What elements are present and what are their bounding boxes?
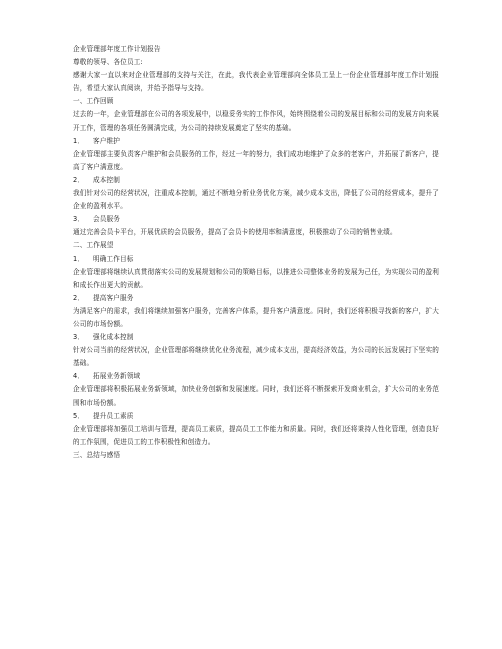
outlook-item-title: 提高客户服务 (93, 293, 134, 302)
outlook-item-title: 明确工作目标 (93, 254, 134, 263)
document-title: 企业管理部年度工作计划报告 (73, 45, 161, 53)
outlook-item-number: 1． (73, 254, 85, 263)
review-item-heading (73, 213, 439, 226)
review-item-heading (73, 174, 439, 187)
review-item-number: 3． (73, 215, 85, 224)
section-review-intro: 过去的一年，企业管理部在公司的各项发展中，以稳妥务实的工作作风，始终围绕着公司的发展目标和公司的发展方向来展开工作，管理的各项任务圆满完成，为公司的持续发展奠定了坚实的基础。 (73, 110, 439, 132)
outlook-item-body: 企业管理部将加强员工培训与管理，提高员工素质，提高员工工作能力和质量。同时，我们还将秉持人性化管理，创造良好的工作氛围，促进员工的工作积极性和创造力。 (73, 424, 439, 446)
review-item-heading (73, 135, 439, 148)
review-item-title: 会员服务 (93, 215, 120, 224)
section-heading-outlook: 二、工作展望 (73, 241, 114, 250)
outlook-item-title: 强化成本控制 (93, 333, 134, 342)
review-item-body: 企业管理部主要负责客户维护和会员服务的工作，经过一年的努力，我们成功地维护了众多的老客户，并拓展了新客户，提高了客户满意度。 (73, 149, 439, 171)
outlook-item-body: 针对公司当前的经营状况，企业管理部将继续优化业务流程，减少成本支出，提高经济效益，为公司的长远发展打下坚实的基础。 (73, 346, 439, 368)
section-heading-review: 一、工作回顾 (73, 97, 114, 106)
outlook-item-number: 5． (73, 411, 85, 420)
review-item-title: 客户维护 (93, 136, 120, 145)
outlook-item-title: 拓展业务新领域 (93, 372, 141, 381)
greeting: 尊敬的领导、各位员工: (73, 58, 143, 67)
outlook-item-number: 2． (73, 293, 85, 302)
outlook-item-heading (73, 331, 439, 344)
section-heading-summary: 三、总结与感悟 (73, 450, 121, 459)
outlook-item-heading (73, 410, 439, 423)
outlook-item-number: 4． (73, 372, 85, 381)
document-page (73, 43, 439, 462)
outlook-item-body: 企业管理部将继续认真贯彻落实公司的发展规划和公司的策略目标，以推进公司整体业务的发展为己任，为实现公司的盈利和成长作出更大的贡献。 (73, 267, 439, 289)
outlook-item-heading (73, 253, 439, 266)
review-item-number: 1． (73, 136, 85, 145)
review-item-number: 2． (73, 175, 85, 184)
outlook-item-body: 为满足客户的需求，我们将继续加强客户服务，完善客户体系，提升客户满意度。同时，我们还将积极寻找新的客户，扩大公司的市场份额。 (73, 306, 439, 328)
outlook-item-heading (73, 292, 439, 305)
outlook-item-heading (73, 370, 439, 383)
intro-paragraph: 感谢大家一直以来对企业管理部的支持与关注，在此，我代表企业管理部向全体员工呈上一份企业管理部年度工作计划报告，希望大家认真阅读，并给予指导与支持。 (73, 71, 439, 93)
outlook-item-title: 提升员工素质 (93, 411, 134, 420)
outlook-item-body: 企业管理部将积极拓展业务新领域，加快业务创新和发展速度。同时，我们还将不断探索开发商业机会，扩大公司的业务范围和市场份额。 (73, 385, 439, 407)
outlook-item-number: 3． (73, 333, 85, 342)
review-item-title: 成本控制 (93, 175, 120, 184)
review-item-body: 通过完善会员卡平台，开展优质的会员服务，提高了会员卡的使用率和满意度，积极推动了公司的销售业绩。 (73, 228, 397, 237)
review-item-body: 我们针对公司的经营状况，注重成本控制，通过不断地分析业务优化方案，减少成本支出，降低了公司的经营成本，提升了企业的盈利水平。 (73, 189, 439, 211)
